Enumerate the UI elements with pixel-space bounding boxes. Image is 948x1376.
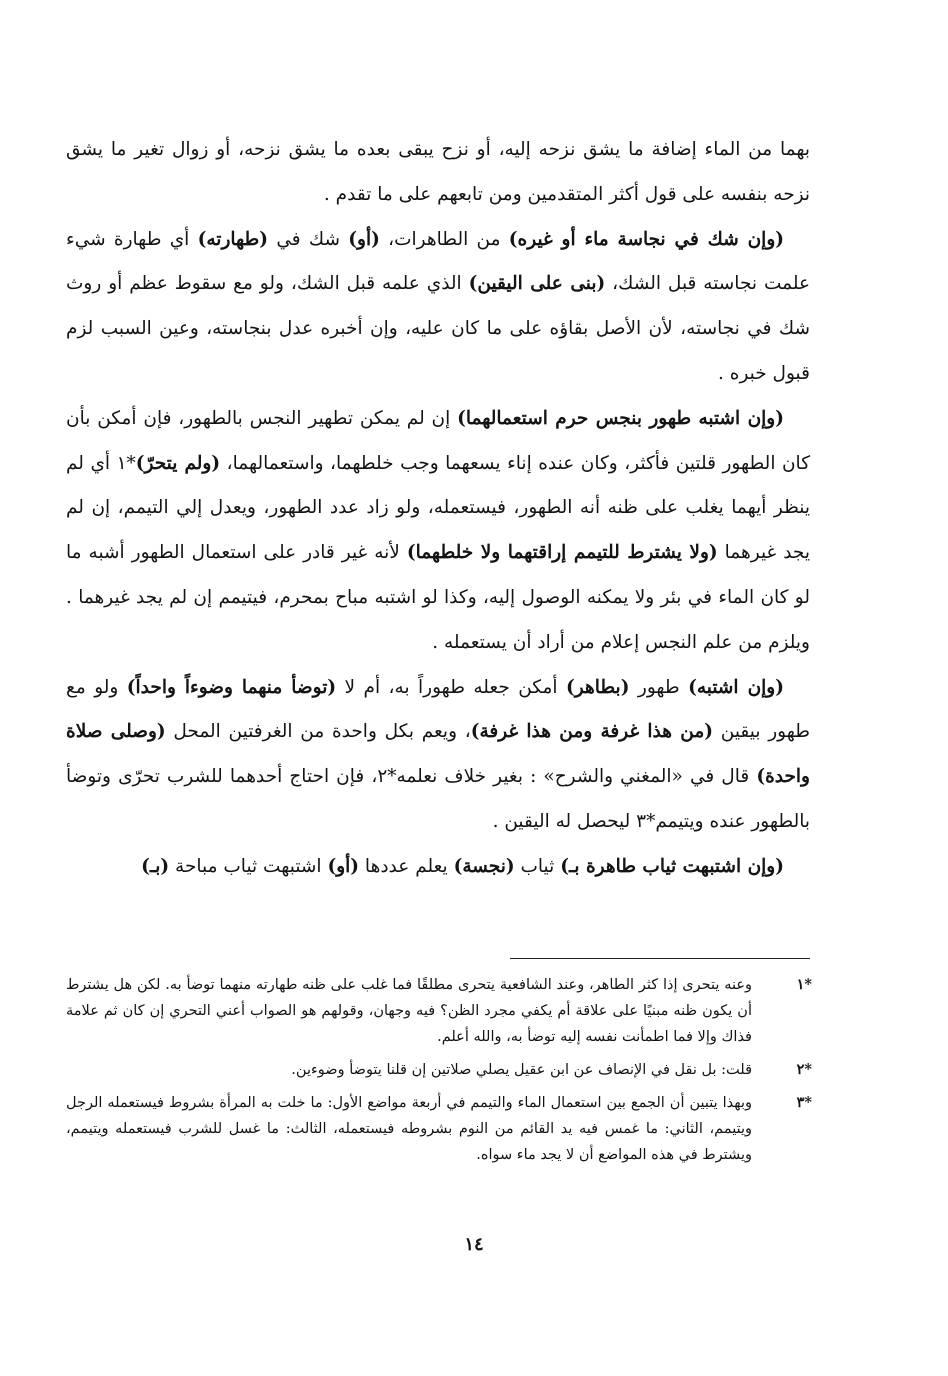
matn-text: (وإن اشتبهت ثياب طاهرة بـ) xyxy=(560,855,784,877)
sharh-text: طهور xyxy=(629,676,680,698)
sharh-text: اشتبهت ثياب مباحة xyxy=(169,855,322,877)
footnote-text: وعنه يتحرى إذا كثر الطاهر، وعند الشافعية يتحرى مطلقًا فما غلب على ظنه طهارته منهما توضأ به. لكن هل يشترط أن يكون ظنه مبنيًا على علاقة أم يكفي مجرد الظن؟ فيه وجهان، وقولهم هو الصواب أعني التحري إن كان ثم علامة فذاك وإلا فما اطمأنت نفسه إليه توضأ به، والله أعلم. xyxy=(66,977,752,1045)
footnote-3 xyxy=(66,1090,812,1168)
sharh-text: ، ويعم بكل واحدة من الغرفتين المحل xyxy=(165,721,471,743)
matn-text: (بنى على اليقين) xyxy=(468,273,606,295)
matn-text: (وإن اشتبه) xyxy=(688,676,784,698)
footnote-2 xyxy=(66,1057,812,1083)
sharh-text: من الطاهرات، xyxy=(379,228,501,250)
text-span: بهما من الماء إضافة ما يشق نزحه إليه، أو نزح يبقى بعده ما يشق نزحه، أو زوال تغير ما يشق xyxy=(66,139,810,160)
sharh-text: *١ أي لم ينظر أيهما يغلب على ظنه أنه الطهور، فيستعمله، ولو زاد عدد الطهور، ويعدل إلي التيمم، إن لم يجد غيرهما xyxy=(66,452,810,564)
footnote-text: وبهذا يتبين أن الجمع بين استعمال الماء والتيمم في أربعة مواضع الأول: ما خلت به المرأة بشروط فيستعمله الرجل ويتيمم، الثاني: ما غمس فيه يد القائم من النوم بشروطه فيستعمله، الثالث: ما غسل للشرب فيستعمله ويتيمم، ويشترط في هذه المواضع أن لا يجد ماء سواه. xyxy=(66,1095,752,1163)
matn-text: (بـ) xyxy=(141,855,170,877)
sharh-text: أي طهارة شيء علمت نجاسته قبل الشك، xyxy=(66,228,810,295)
footnote-separator xyxy=(510,958,810,959)
matn-text: (أو) xyxy=(348,228,380,250)
text-span: نزحه بنفسه على قول أكثر المتقدمين ومن تابعهم على ما تقدم . xyxy=(323,183,810,205)
footnotes xyxy=(66,972,812,1175)
matn-text: (أو) xyxy=(327,855,360,877)
sharh-text: يعلم عددها xyxy=(359,855,448,877)
paragraph-2 xyxy=(66,218,810,397)
matn-text: (وصلى صلاة واحدة) xyxy=(66,721,810,788)
matn-text: (ولم يتحرّ) xyxy=(135,452,221,474)
sharh-text: ولو مع طهور بيقين xyxy=(66,676,810,743)
sharh-text: أمكن جعله طهوراً به، أم لا xyxy=(336,676,558,698)
paragraph-5 xyxy=(66,845,810,890)
matn-text: (ولا يشترط للتيمم إراقتهما ولا خلطهما) xyxy=(406,542,718,564)
footnote-marker: *١ xyxy=(796,976,812,993)
sharh-text: إن لم يمكن تطهير النجس بالطهور، فإن أمكن بأن كان الطهور قلتين فأكثر، وكان عنده إناء يسعهما وجب خلطهما، واستعمالهما، xyxy=(66,407,810,474)
matn-text: (نجسة) xyxy=(453,855,515,877)
sharh-text: شك في xyxy=(268,228,340,250)
page-number: ١٤ xyxy=(464,1234,484,1255)
sharh-text: لأنه غير قادر على استعمال الطهور أشبه ما لو كان الماء في بئر ولا يمكنه الوصول إليه، وكذا لو اشتبه مباح بمحرم، فيتيمم إن لم يجد غيرهما . ويلزم من علم النجس إعلام من أراد أن يستعمله . xyxy=(66,542,810,653)
footnote-text: قلت: بل نقل في الإنصاف عن ابن عقيل يصلي صلاتين إن قلنا يتوضأ وضوءين. xyxy=(291,1062,752,1078)
sharh-text: الذي علمه قبل الشك، ولو مع سقوط عظم أو روث شك في نجاسته، لأن الأصل بقاؤه على ما كان عليه، وإن أخبره عدل بنجاسته، وعين السبب لزم قبول خبره . xyxy=(66,273,810,384)
matn-text: (توضأ منهما وضوءاً واحداً) xyxy=(126,676,337,698)
paragraph-1 xyxy=(66,128,810,218)
paragraph-3 xyxy=(66,397,810,666)
footnote-marker: *٣ xyxy=(796,1094,812,1111)
matn-text: (وإن اشتبه طهور بنجس حرم استعمالهما) xyxy=(457,407,784,429)
matn-text: (وإن شك في نجاسة ماء أو غيره) xyxy=(508,228,785,250)
footnote-marker: *٢ xyxy=(796,1061,812,1078)
footnote-1 xyxy=(66,972,812,1050)
paragraph-4 xyxy=(66,666,810,845)
sharh-text: ثياب xyxy=(514,855,555,877)
matn-text: (بطاهر) xyxy=(566,676,630,698)
matn-text: (طهارته) xyxy=(197,228,269,250)
main-text xyxy=(66,128,810,890)
matn-text: (من هذا غرفة ومن هذا غرفة) xyxy=(470,721,714,743)
sharh-text: قال في «المغني والشرح» : بغير خلاف نعلمه*٢، فإن احتاج أحدهما للشرب تحرّى وتوضأ بالطهور عنده ويتيمم*٣ ليحصل له اليقين . xyxy=(66,766,810,832)
